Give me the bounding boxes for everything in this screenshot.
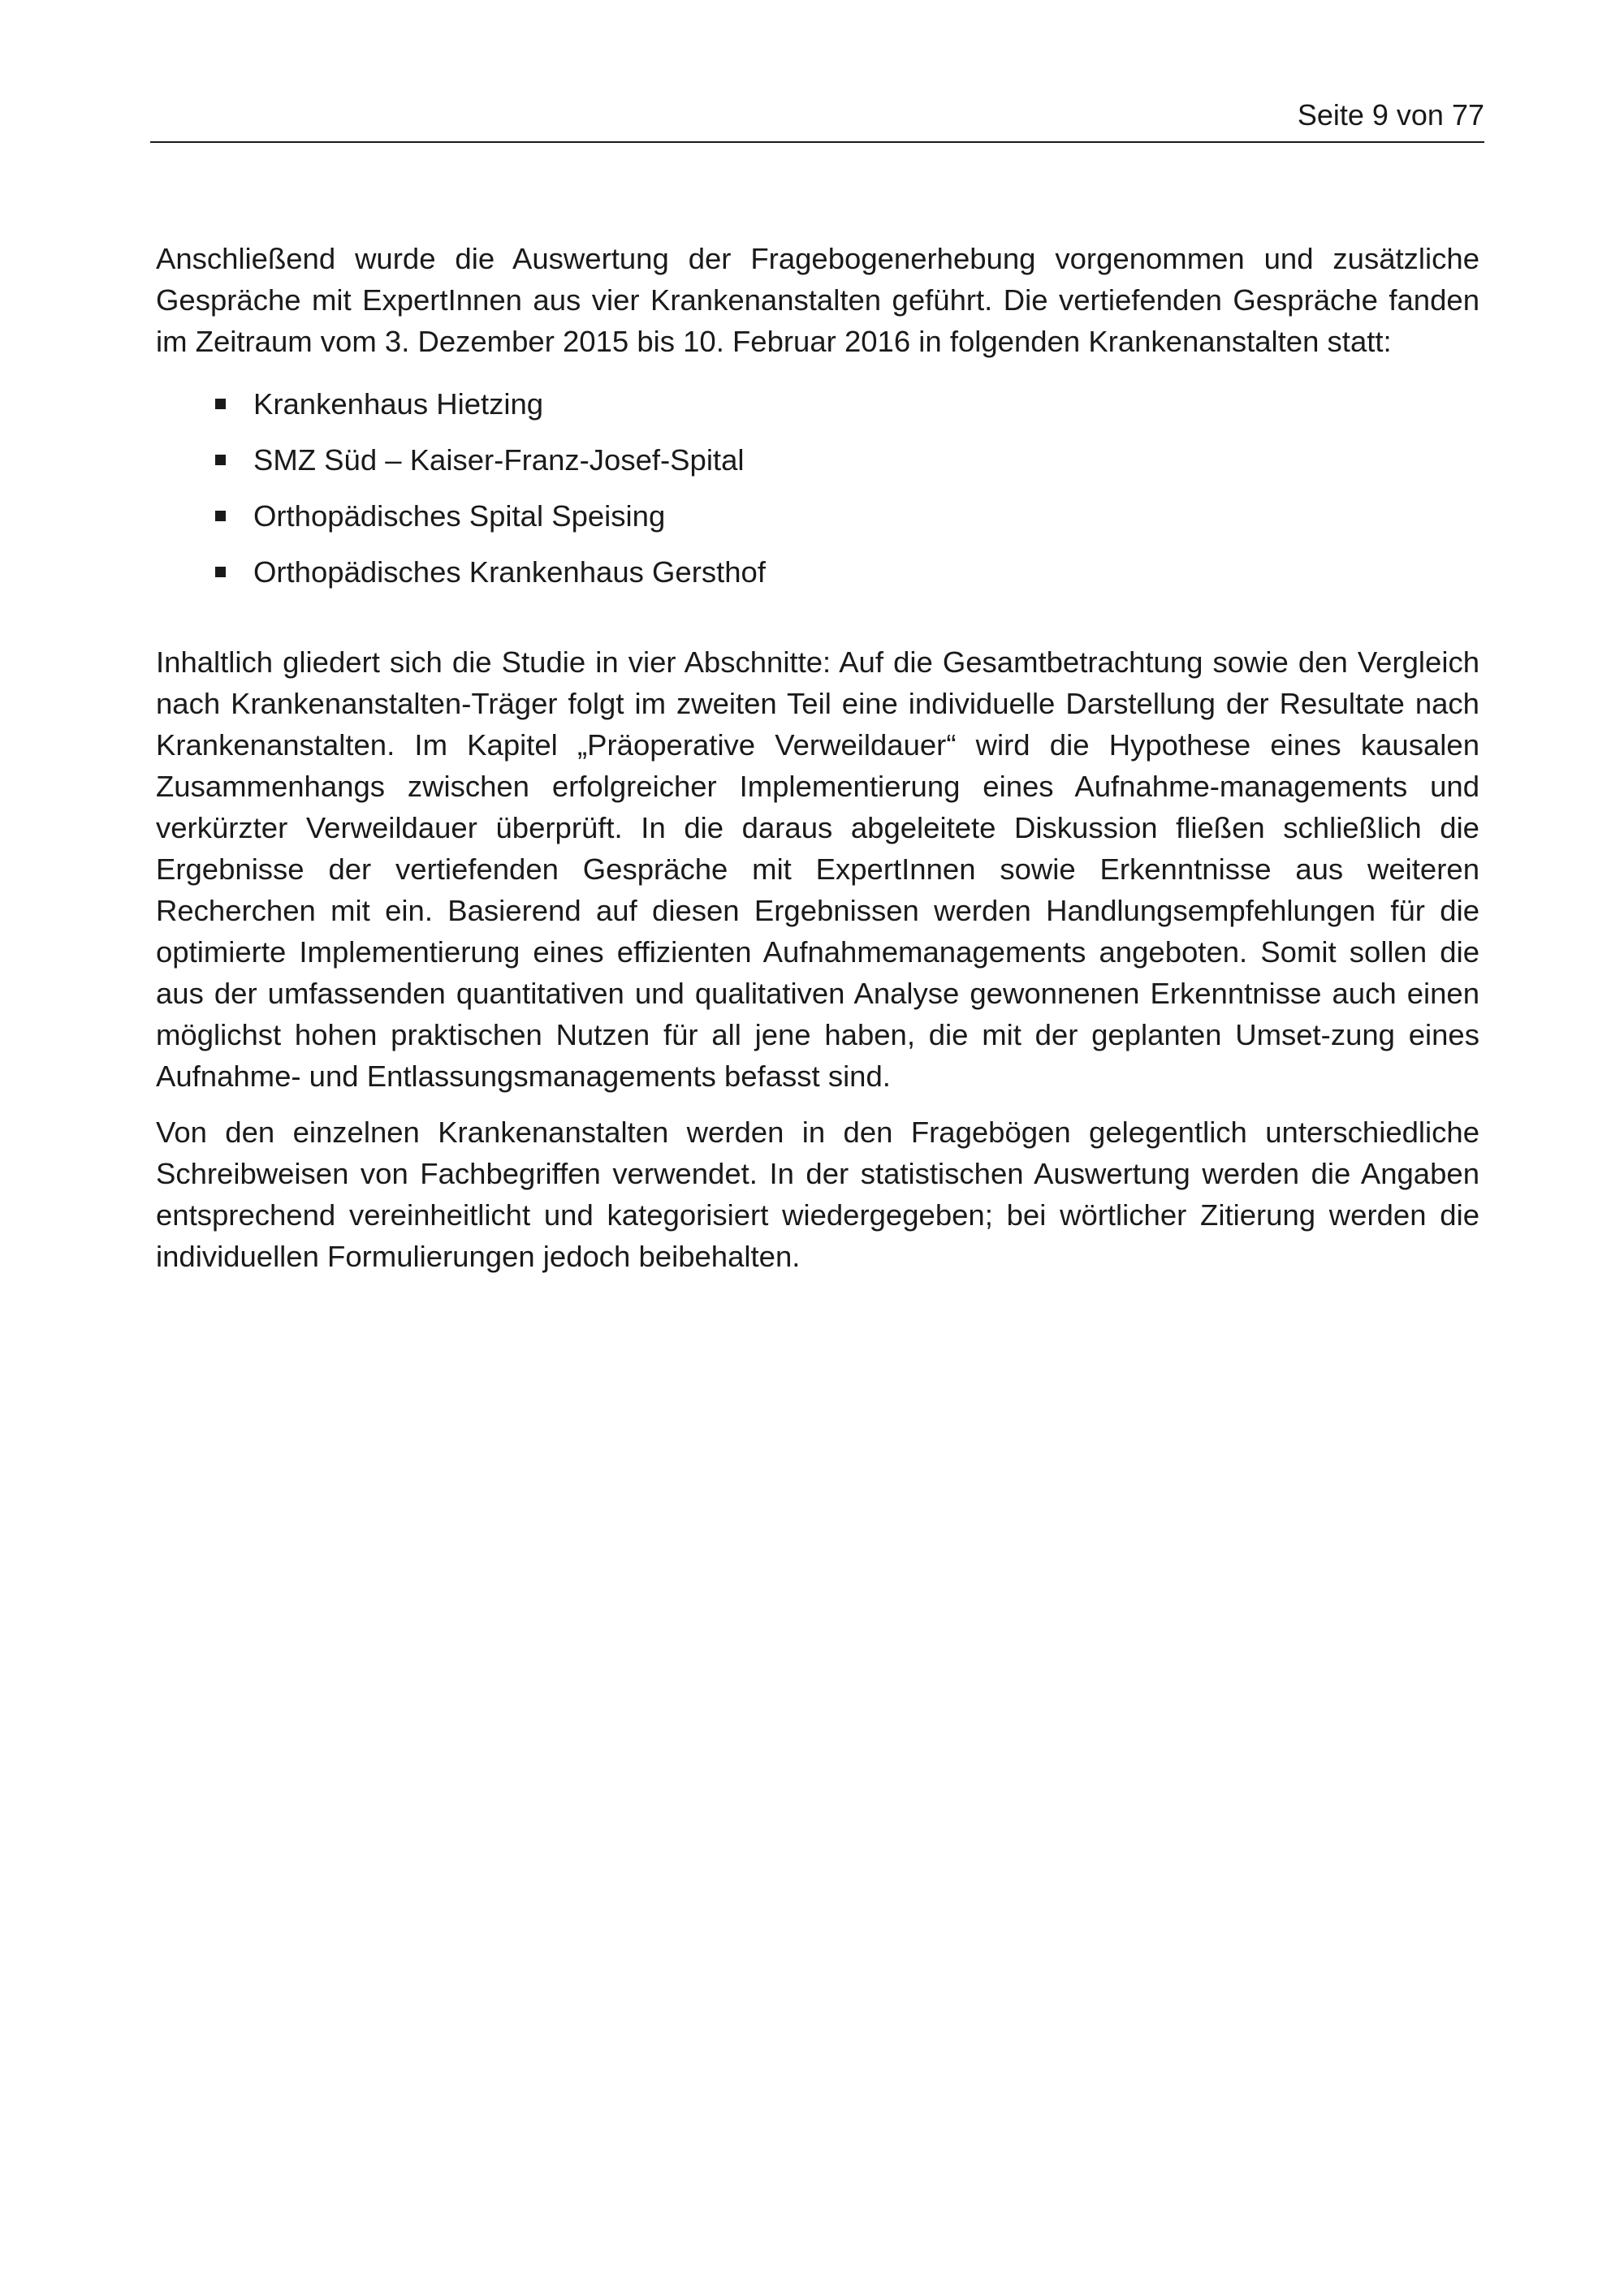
list-item (156, 551, 1479, 607)
square-bullet-icon (215, 399, 226, 409)
list-item (156, 383, 1479, 439)
paragraph-intro: Anschließend wurde die Auswertung der Fragebogenerhebung vorgenommen und zusätzliche Gespräche mit ExpertInnen aus vier Krankenanstalten geführt. Die vertiefenden Gespräche fanden im Zeitraum vom 3. Dezember 2015 bis 10. Februar 2016 in folgenden Krankenanstalten statt: (156, 242, 1479, 358)
list-item (156, 439, 1479, 495)
page-number: Seite 9 von 77 (1297, 98, 1484, 132)
square-bullet-icon (215, 511, 226, 521)
paragraph-terminology: Von den einzelnen Krankenanstalten werden in den Fragebögen gelegentlich unterschiedliche Schreibweisen von Fachbegriffen verwendet. In der statistischen Auswertung werden die Angaben entsprechend vereinheitlicht und kategorisiert wiedergegeben; bei wörtlicher Zitierung werden die individuellen Formulierungen jedoch beibehalten. (156, 1116, 1479, 1273)
square-bullet-icon (215, 455, 226, 465)
list-item-label: SMZ Süd – Kaiser-Franz-Josef-Spital (253, 443, 745, 477)
list-item (156, 495, 1479, 551)
hospital-list (156, 383, 1479, 607)
document-body (156, 238, 1479, 1277)
square-bullet-icon (215, 567, 226, 577)
list-item-label: Orthopädisches Spital Speising (253, 499, 666, 533)
list-item-label: Krankenhaus Hietzing (253, 387, 544, 421)
paragraph-structure: Inhaltlich gliedert sich die Studie in vier Abschnitte: Auf die Gesamtbetrachtung sowie den Vergleich nach Krankenanstalten-Träger folgt im zweiten Teil eine individuelle Darstellung der Resultate nach Krankenanstalten. Im Kapitel „Präoperative Verweildauer“ wird die Hypothese eines kausalen Zusammenhangs zwischen erfolgreicher Implementierung eines Aufnahme-managements und verkürzter Verweildauer überprüft. In die daraus abgeleitete Diskussion fließen schließlich die Ergebnisse der vertiefenden Gespräche mit ExpertInnen sowie Erkenntnisse aus weiteren Recherchen mit ein. Basierend auf diesen Ergebnissen werden Handlungsempfehlungen für die optimierte Implementierung eines effizienten Aufnahmemanagements angeboten. Somit sollen die aus der umfassenden quantitativen und qualitativen Analyse gewonnenen Erkenntnisse auch einen möglichst hohen praktischen Nutzen für all jene haben, die mit der geplanten Umset-zung eines Aufnahme- und Entlassungsmanagements befasst sind. (156, 645, 1479, 1093)
page-header (150, 91, 1484, 143)
list-item-label: Orthopädisches Krankenhaus Gersthof (253, 555, 766, 589)
